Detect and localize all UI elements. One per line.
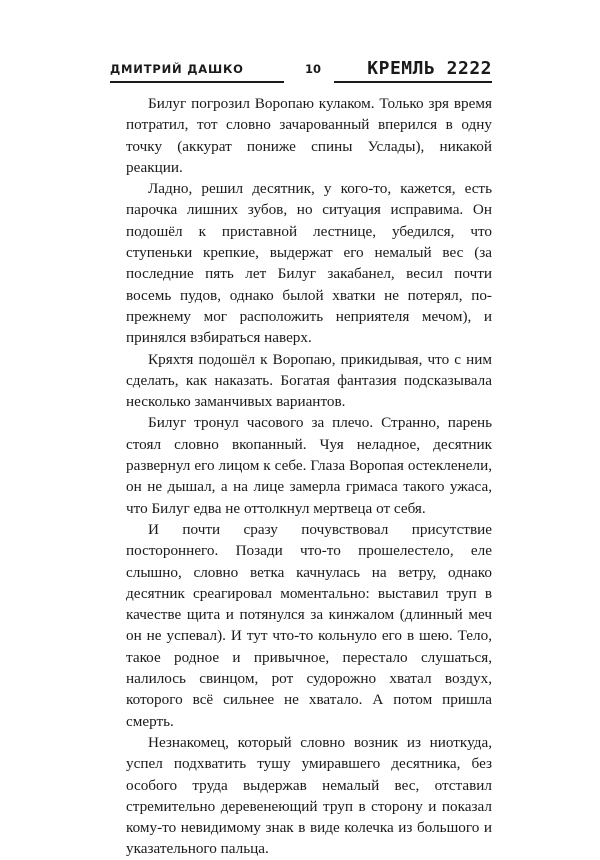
page-body	[126, 93, 492, 860]
running-header	[110, 60, 492, 84]
page-number: 10	[305, 62, 322, 76]
paragraph: И почти сразу почувствовал присутствие постороннего. Позади что-то прошелестело, еле слышно, словно ветка качнулась на ветру, однако десятник среагировал моментально: выставил труп в качестве щита и потянулся за кинжалом (длинный меч он не успевал). И тут что-то кольнуло его в шею. Тело, такое родное и привычное, перестало слушаться, налилось свинцом, рот судорожно хватал воздух, которого всё сильнее не хватало. А потом пришла смерть.	[126, 520, 492, 730]
header-rule-right	[334, 81, 492, 83]
paragraph: Ладно, решил десятник, у кого-то, кажется, есть парочка лишних зубов, но ситуация исправима. Он подошёл к приставной лестнице, убедился, что ступеньки крепкие, выдержат его немалый вес (за последние пять лет Билуг закабанел, весил почти восемь пудов, однако былой хватки не потерял, по-прежнему мог расположить неприятеля мечом), и принялся взбираться наверх.	[126, 180, 492, 347]
paragraph: Билуг погрозил Воропаю кулаком. Только зря время потратил, тот словно зачарованный вперился в одну точку (аккурат пониже спины Услады), никакой реакции.	[126, 95, 492, 176]
paragraph: Незнакомец, который словно возник из ниоткуда, успел подхватить тушу умиравшего десятника, без особого труда выдержав немалый вес, отставил стремительно деревенеющий труп в сторону и показал кому-то невидимому знак в виде колечка из большого и указательного пальца.	[126, 733, 492, 858]
paragraph: Кряхтя подошёл к Воропаю, прикидывая, что с ним сделать, как наказать. Богатая фантазия подсказывала несколько заманчивых вариантов.	[126, 350, 492, 411]
paragraph: Билуг тронул часового за плечо. Странно, парень стоял словно вкопанный. Чуя неладное, десятник развернул его лицом к себе. Глаза Воропая остекленели, он не дышал, а на лице замерла гримаса такого ужаса, что Билуг едва не оттолкнул мертвеца от себя.	[126, 414, 492, 517]
header-book-title: КРЕМЛЬ 2222	[367, 58, 492, 79]
header-rule-left	[110, 81, 284, 83]
header-author: ДМИТРИЙ ДАШКО	[110, 62, 244, 76]
